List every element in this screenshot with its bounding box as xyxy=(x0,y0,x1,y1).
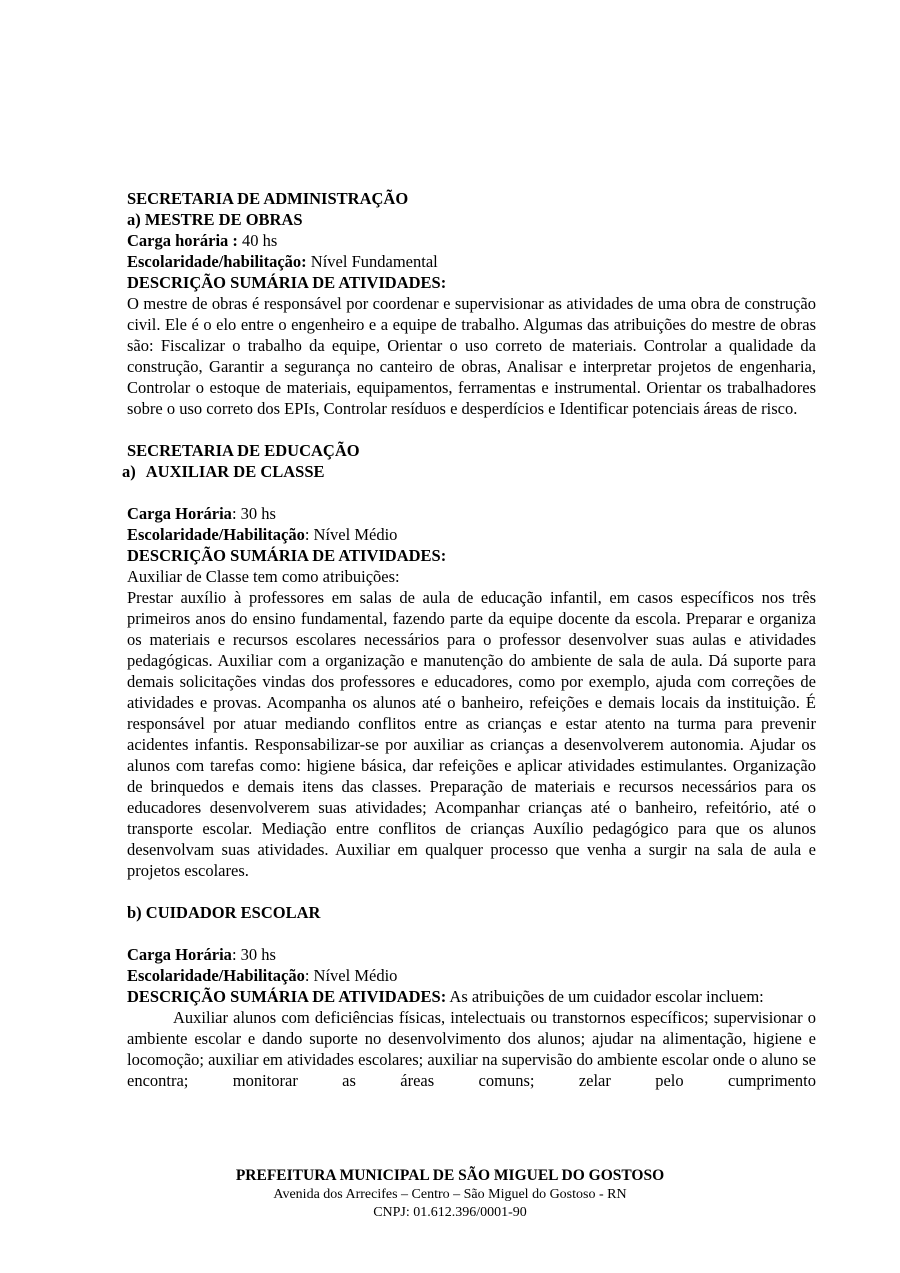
blank-line xyxy=(127,923,816,944)
blank-line xyxy=(127,482,816,503)
field-value-carga-horaria: : 30 hs xyxy=(231,504,276,523)
field-carga-horaria-cuidador xyxy=(127,944,816,965)
field-value-escolaridade: : Nível Médio xyxy=(304,525,398,544)
field-value-escolaridade: Nível Fundamental xyxy=(306,252,438,271)
field-escolaridade-auxiliar xyxy=(127,524,816,545)
job-title-auxiliar-de-classe xyxy=(122,461,816,482)
field-label-carga-horaria: Carga Horária xyxy=(127,504,232,523)
job-letter: a) xyxy=(122,462,136,481)
field-label-escolaridade: Escolaridade/habilitação: xyxy=(127,252,307,271)
descricao-intro-cuidador xyxy=(127,986,816,1007)
page-footer xyxy=(0,1166,900,1222)
field-label-carga-horaria: Carga horária : xyxy=(127,231,238,250)
footer-address: Avenida dos Arrecifes – Centro – São Miguel do Gostoso - RN xyxy=(273,1187,627,1202)
descricao-intro-text: As atribuições de um cuidador escolar incluem: xyxy=(446,987,764,1006)
section-administracao xyxy=(127,188,816,419)
descricao-heading-auxiliar: DESCRIÇÃO SUMÁRIA DE ATIVIDADES: xyxy=(127,546,447,565)
secretaria-administracao-heading: SECRETARIA DE ADMINISTRAÇÃO xyxy=(127,189,409,208)
field-carga-horaria-mestre xyxy=(127,230,816,251)
section-educacao xyxy=(122,440,816,1091)
field-label-escolaridade: Escolaridade/Habilitação xyxy=(127,525,305,544)
field-value-escolaridade: : Nível Médio xyxy=(304,966,398,985)
descricao-heading-mestre: DESCRIÇÃO SUMÁRIA DE ATIVIDADES: xyxy=(127,273,447,292)
blank-line xyxy=(127,419,816,440)
job-title-mestre-de-obras: a) MESTRE DE OBRAS xyxy=(127,210,303,229)
secretaria-educacao-heading: SECRETARIA DE EDUCAÇÃO xyxy=(127,441,360,460)
field-carga-horaria-auxiliar xyxy=(127,503,816,524)
field-label-carga-horaria: Carga Horária xyxy=(127,945,232,964)
footer-cnpj: CNPJ: 01.612.396/0001-90 xyxy=(373,1205,527,1220)
footer-prefeitura-name: PREFEITURA MUNICIPAL DE SÃO MIGUEL DO GOSTOSO xyxy=(235,1167,665,1184)
blank-line xyxy=(127,881,816,902)
descricao-heading-cuidador: DESCRIÇÃO SUMÁRIA DE ATIVIDADES: xyxy=(127,987,447,1006)
descricao-body-mestre: O mestre de obras é responsável por coordenar e supervisionar as atividades de uma obra de construção civil. Ele é o elo entre o engenheiro e a equipe de trabalho. Algumas das atribuições do mestre de obras são: Fiscalizar o trabalho da equipe, Orientar o uso correto de materiais. Controlar a qualidade da construção, Garantir a segurança no canteiro de obras, Analisar e interpretar projetos de engenharia, Controlar o estoque de materiais, equipamentos, ferramentas e instrumental. Orientar os trabalhadores sobre o uso correto dos EPIs, Controlar resíduos e desperdícios e Identificar potenciais áreas de risco. xyxy=(127,294,816,418)
field-escolaridade-cuidador xyxy=(127,965,816,986)
field-value-carga-horaria: : 30 hs xyxy=(231,945,276,964)
document-body xyxy=(122,188,816,1091)
job-name: AUXILIAR DE CLASSE xyxy=(145,462,325,481)
descricao-body-auxiliar: Prestar auxílio à professores em salas de aula de educação infantil, em casos específicos nos três primeiros anos do ensino fundamental, fazendo parte da equipe docente da escola. Preparar e organiza os materiais e recursos escolares necessários para o professor desenvolver suas aulas e atividades pedagógicas. Auxiliar com a organização e manutenção do ambiente de sala de aula. Dá suporte para demais solicitações vindas dos professores e educadores, como por exemplo, ajuda com correções de atividades e provas. Acompanha os alunos até o banheiro, refeições e demais locais da instituição. É responsável por atuar mediando conflitos entre as crianças e estar atento na turma para prevenir acidentes infantis. Responsabilizar-se por auxiliar as crianças a desenvolverem autonomia. Ajudar os alunos com tarefas como: higiene básica, dar refeições e aplicar atividades estimulantes. Organização de brinquedos e demais itens das classes. Preparação de materiais e recursos necessários para os educadores desenvolverem suas atividades; Acompanhar crianças até o banheiro, refeitório, até o transporte escolar. Mediação entre conflitos de crianças Auxílio pedagógico para que os alunos desenvolvam suas atividades. Auxiliar em qualquer processo que venha a surgir na sala de aula e projetos escolares. xyxy=(127,588,816,880)
field-escolaridade-mestre xyxy=(127,251,816,272)
descricao-body-cuidador: Auxiliar alunos com deficiências físicas, intelectuais ou transtornos específicos; supervisionar o ambiente escolar e dando suporte no desenvolvimento dos alunos; ajudar na alimentação, higiene e locomoção; auxiliar em atividades escolares; auxiliar na supervisão do ambiente escolar onde o aluno se encontra; monitorar as áreas comuns; zelar pelo cumprimento xyxy=(127,1008,816,1090)
descricao-intro-auxiliar: Auxiliar de Classe tem como atribuições: xyxy=(127,567,400,586)
field-label-escolaridade: Escolaridade/Habilitação xyxy=(127,966,305,985)
field-value-carga-horaria: 40 hs xyxy=(237,231,278,250)
job-title-cuidador-escolar: b) CUIDADOR ESCOLAR xyxy=(127,903,321,922)
